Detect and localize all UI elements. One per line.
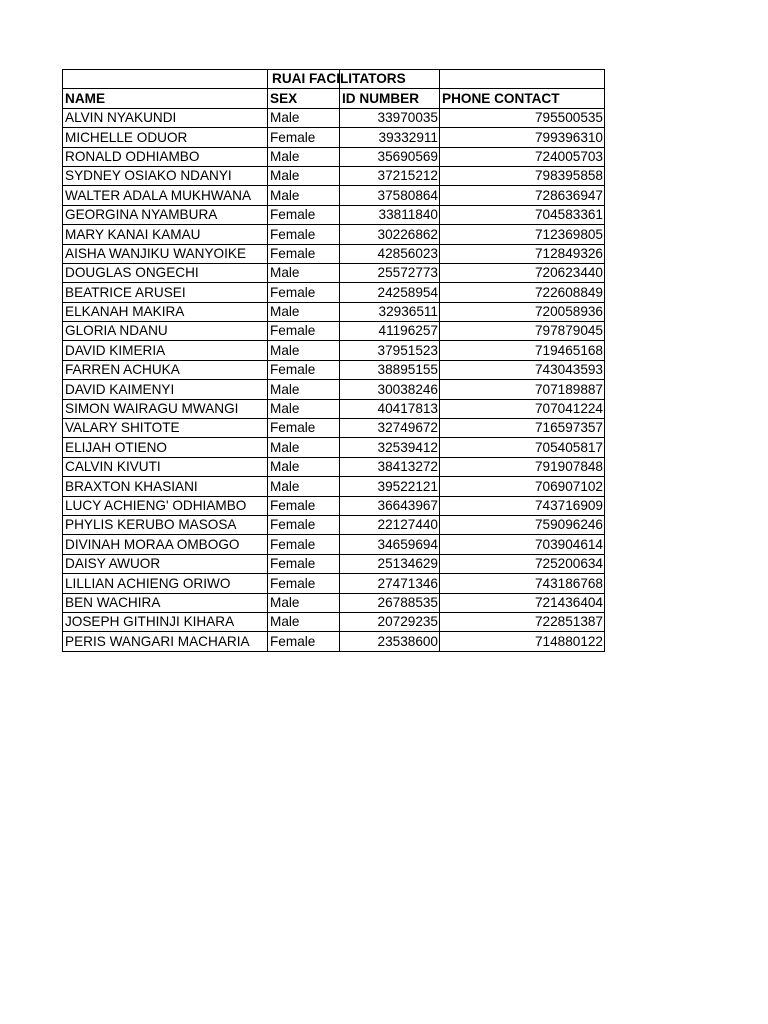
cell-sex: Female (268, 128, 340, 147)
column-header-sex: SEX (268, 89, 340, 108)
table-row (63, 438, 605, 457)
cell-sex: Male (268, 108, 340, 127)
table-row (63, 360, 605, 379)
cell-phone-contact: 743716909 (440, 496, 605, 515)
table-row (63, 632, 605, 651)
cell-id-number: 37580864 (340, 186, 440, 205)
sheet-title: RUAI FACILITATORS (272, 71, 406, 87)
table-row (63, 108, 605, 127)
cell-phone-contact: 716597357 (440, 419, 605, 438)
table-row (63, 186, 605, 205)
table-row (63, 147, 605, 166)
table-row (63, 399, 605, 418)
table-row (63, 574, 605, 593)
cell-sex: Male (268, 438, 340, 457)
cell-phone-contact: 743043593 (440, 360, 605, 379)
cell-phone-contact: 728636947 (440, 186, 605, 205)
cell-id-number: 27471346 (340, 574, 440, 593)
cell-sex: Male (268, 477, 340, 496)
table-row (63, 283, 605, 302)
cell-name: WALTER ADALA MUKHWANA (63, 186, 268, 205)
cell-id-number: 42856023 (340, 244, 440, 263)
title-empty-cell (63, 70, 268, 89)
cell-name: VALARY SHITOTE (63, 419, 268, 438)
cell-phone-contact: 721436404 (440, 593, 605, 612)
cell-name: SYDNEY OSIAKO NDANYI (63, 166, 268, 185)
table-row (63, 322, 605, 341)
table-row (63, 477, 605, 496)
cell-name: JOSEPH GITHINJI KIHARA (63, 612, 268, 631)
cell-id-number: 40417813 (340, 399, 440, 418)
cell-sex: Male (268, 186, 340, 205)
table-row (63, 380, 605, 399)
cell-sex: Female (268, 244, 340, 263)
table-row (63, 263, 605, 282)
cell-name: ELIJAH OTIENO (63, 438, 268, 457)
cell-phone-contact: 707189887 (440, 380, 605, 399)
cell-id-number: 37951523 (340, 341, 440, 360)
cell-sex: Female (268, 574, 340, 593)
table-row (63, 205, 605, 224)
cell-id-number: 25572773 (340, 263, 440, 282)
cell-name: BEN WACHIRA (63, 593, 268, 612)
table-row (63, 612, 605, 631)
cell-id-number: 39522121 (340, 477, 440, 496)
cell-sex: Male (268, 457, 340, 476)
cell-name: BEATRICE ARUSEI (63, 283, 268, 302)
cell-name: PHYLIS KERUBO MASOSA (63, 515, 268, 534)
cell-name: PERIS WANGARI MACHARIA (63, 632, 268, 651)
cell-name: DAISY AWUOR (63, 554, 268, 573)
title-empty-cell (440, 70, 605, 89)
cell-sex: Female (268, 515, 340, 534)
cell-id-number: 23538600 (340, 632, 440, 651)
cell-id-number: 35690569 (340, 147, 440, 166)
cell-name: ELKANAH MAKIRA (63, 302, 268, 321)
cell-phone-contact: 720058936 (440, 302, 605, 321)
cell-phone-contact: 791907848 (440, 457, 605, 476)
cell-name: MARY KANAI KAMAU (63, 225, 268, 244)
facilitators-table (62, 69, 605, 652)
cell-phone-contact: 706907102 (440, 477, 605, 496)
cell-phone-contact: 797879045 (440, 322, 605, 341)
cell-phone-contact: 703904614 (440, 535, 605, 554)
cell-name: MICHELLE ODUOR (63, 128, 268, 147)
table-row (63, 535, 605, 554)
cell-id-number: 24258954 (340, 283, 440, 302)
column-header-phone-contact: PHONE CONTACT (440, 89, 605, 108)
cell-id-number: 37215212 (340, 166, 440, 185)
table-row (63, 457, 605, 476)
table-row (63, 593, 605, 612)
cell-phone-contact: 712849326 (440, 244, 605, 263)
cell-sex: Male (268, 147, 340, 166)
cell-sex: Male (268, 263, 340, 282)
cell-sex: Male (268, 399, 340, 418)
cell-sex: Female (268, 632, 340, 651)
cell-sex: Female (268, 419, 340, 438)
table-row (63, 244, 605, 263)
cell-sex: Male (268, 612, 340, 631)
table-row (63, 496, 605, 515)
cell-id-number: 20729235 (340, 612, 440, 631)
column-header-name: NAME (63, 89, 268, 108)
cell-id-number: 34659694 (340, 535, 440, 554)
cell-phone-contact: 724005703 (440, 147, 605, 166)
table-row (63, 419, 605, 438)
cell-phone-contact: 722851387 (440, 612, 605, 631)
cell-id-number: 30226862 (340, 225, 440, 244)
cell-name: DOUGLAS ONGECHI (63, 263, 268, 282)
cell-name: ALVIN NYAKUNDI (63, 108, 268, 127)
cell-name: LUCY ACHIENG' ODHIAMBO (63, 496, 268, 515)
table-row (63, 341, 605, 360)
cell-id-number: 33811840 (340, 205, 440, 224)
cell-phone-contact: 795500535 (440, 108, 605, 127)
cell-phone-contact: 799396310 (440, 128, 605, 147)
table-row (63, 128, 605, 147)
cell-sex: Female (268, 322, 340, 341)
cell-name: DAVID KAIMENYI (63, 380, 268, 399)
cell-sex: Male (268, 302, 340, 321)
cell-sex: Female (268, 535, 340, 554)
cell-id-number: 38413272 (340, 457, 440, 476)
cell-phone-contact: 720623440 (440, 263, 605, 282)
cell-name: SIMON WAIRAGU MWANGI (63, 399, 268, 418)
cell-sex: Female (268, 205, 340, 224)
cell-id-number: 38895155 (340, 360, 440, 379)
cell-id-number: 32539412 (340, 438, 440, 457)
column-header-id-number: ID NUMBER (340, 89, 440, 108)
cell-name: DAVID KIMERIA (63, 341, 268, 360)
cell-id-number: 33970035 (340, 108, 440, 127)
cell-id-number: 41196257 (340, 322, 440, 341)
cell-id-number: 22127440 (340, 515, 440, 534)
title-row (63, 70, 605, 89)
cell-id-number: 25134629 (340, 554, 440, 573)
cell-name: RONALD ODHIAMBO (63, 147, 268, 166)
table-body (63, 70, 605, 652)
table-row (63, 302, 605, 321)
header-row (63, 89, 605, 108)
cell-name: CALVIN KIVUTI (63, 457, 268, 476)
cell-phone-contact: 725200634 (440, 554, 605, 573)
cell-name: DIVINAH MORAA OMBOGO (63, 535, 268, 554)
cell-id-number: 32749672 (340, 419, 440, 438)
cell-sex: Male (268, 593, 340, 612)
cell-id-number: 32936511 (340, 302, 440, 321)
cell-id-number: 36643967 (340, 496, 440, 515)
cell-name: FARREN ACHUKA (63, 360, 268, 379)
cell-phone-contact: 704583361 (440, 205, 605, 224)
cell-id-number: 30038246 (340, 380, 440, 399)
cell-name: LILLIAN ACHIENG ORIWO (63, 574, 268, 593)
cell-sex: Female (268, 554, 340, 573)
cell-sex: Female (268, 496, 340, 515)
cell-sex: Male (268, 166, 340, 185)
table-row (63, 166, 605, 185)
cell-id-number: 39332911 (340, 128, 440, 147)
table-row (63, 554, 605, 573)
cell-phone-contact: 759096246 (440, 515, 605, 534)
cell-sex: Male (268, 380, 340, 399)
cell-name: AISHA WANJIKU WANYOIKE (63, 244, 268, 263)
table-row (63, 225, 605, 244)
cell-phone-contact: 705405817 (440, 438, 605, 457)
cell-phone-contact: 798395858 (440, 166, 605, 185)
cell-name: GLORIA NDANU (63, 322, 268, 341)
cell-sex: Male (268, 341, 340, 360)
cell-sex: Female (268, 225, 340, 244)
cell-phone-contact: 743186768 (440, 574, 605, 593)
cell-phone-contact: 712369805 (440, 225, 605, 244)
cell-sex: Female (268, 360, 340, 379)
cell-sex: Female (268, 283, 340, 302)
cell-phone-contact: 707041224 (440, 399, 605, 418)
cell-name: BRAXTON KHASIANI (63, 477, 268, 496)
table-row (63, 515, 605, 534)
cell-id-number: 26788535 (340, 593, 440, 612)
cell-phone-contact: 719465168 (440, 341, 605, 360)
cell-phone-contact: 714880122 (440, 632, 605, 651)
title-cell (268, 70, 406, 89)
cell-name: GEORGINA NYAMBURA (63, 205, 268, 224)
cell-phone-contact: 722608849 (440, 283, 605, 302)
